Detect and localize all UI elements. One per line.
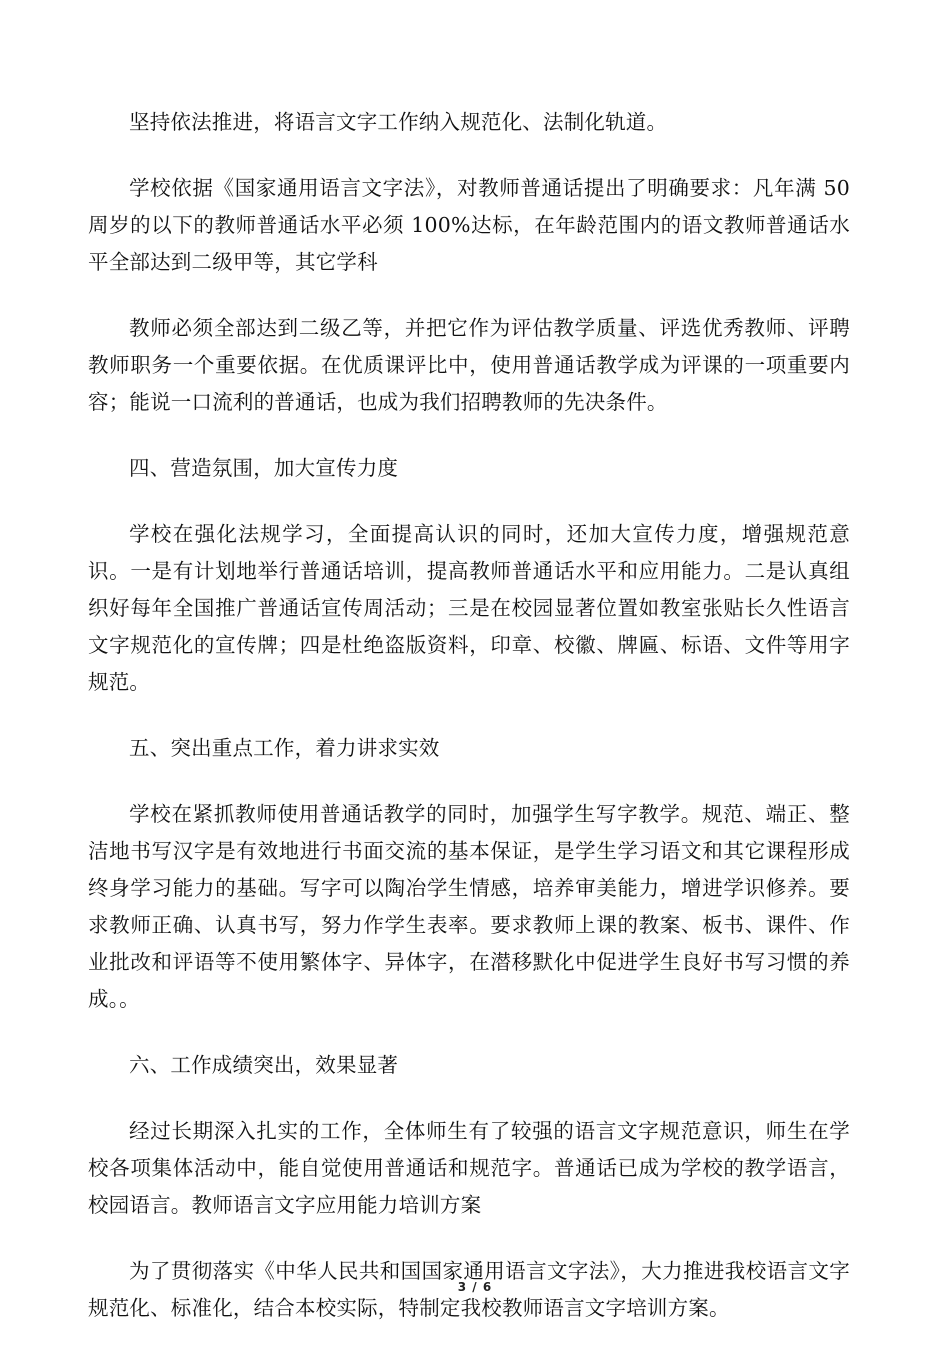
section-heading-6: 六、工作成绩突出，效果显著 — [129, 1053, 399, 1077]
section-heading-4: 四、营造氛围，加大宣传力度 — [129, 456, 399, 480]
paragraph-2: 学校依据《国家通用语言文字法》，对教师普通话提出了明确要求：凡年满 50 周岁的以下的教师普通话水平必须 100%达标，在年龄范围内的语文教师普通话水平全部达到二级甲等，其它学科 — [88, 176, 850, 274]
paragraph-10: 为了贯彻落实《中华人民共和国国家通用语言文字法》，大力推进我校语言文字规范化、标准化，结合本校实际，特制定我校教师语言文字培训方案。 — [88, 1259, 850, 1320]
page-number: 3 / 6 — [457, 1280, 493, 1294]
paragraph-9: 经过长期深入扎实的工作，全体师生有了较强的语言文字规范意识，师生在学校各项集体活动中，能自觉使用普通话和规范字。普通话已成为学校的教学语言，校园语言。教师语言文字应用能力培训方案 — [88, 1119, 850, 1217]
document-body — [88, 104, 850, 1356]
paragraph-3: 教师必须全部达到二级乙等，并把它作为评估教学质量、评选优秀教师、评聘教师职务一个重要依据。在优质课评比中，使用普通话教学成为评课的一项重要内容；能说一口流利的普通话，也成为我们招聘教师的先决条件。 — [88, 316, 850, 414]
paragraph-1: 坚持依法推进，将语言文字工作纳入规范化、法制化轨道。 — [129, 110, 668, 134]
section-heading-5: 五、突出重点工作，着力讲求实效 — [129, 736, 440, 760]
paragraph-5: 学校在强化法规学习，全面提高认识的同时，还加大宣传力度，增强规范意识。一是有计划地举行普通话培训，提高教师普通话水平和应用能力。二是认真组织好每年全国推广普通话宣传周活动；三是在校园显著位置如教室张贴长久性语言文字规范化的宣传牌；四是杜绝盗版资料，印章、校徽、牌匾、标语、文件等用字规范。 — [88, 522, 850, 694]
paragraph-7: 学校在紧抓教师使用普通话教学的同时，加强学生写字教学。规范、端正、整洁地书写汉字是有效地进行书面交流的基本保证，是学生学习语文和其它课程形成终身学习能力的基础。写字可以陶冶学生情感，培养审美能力，增进学识修养。要求教师正确、认真书写，努力作学生表率。要求教师上课的教案、板书、课件、作业批改和评语等不使用繁体字、异体字，在潜移默化中促进学生良好书写习惯的养成。。 — [88, 802, 850, 1011]
